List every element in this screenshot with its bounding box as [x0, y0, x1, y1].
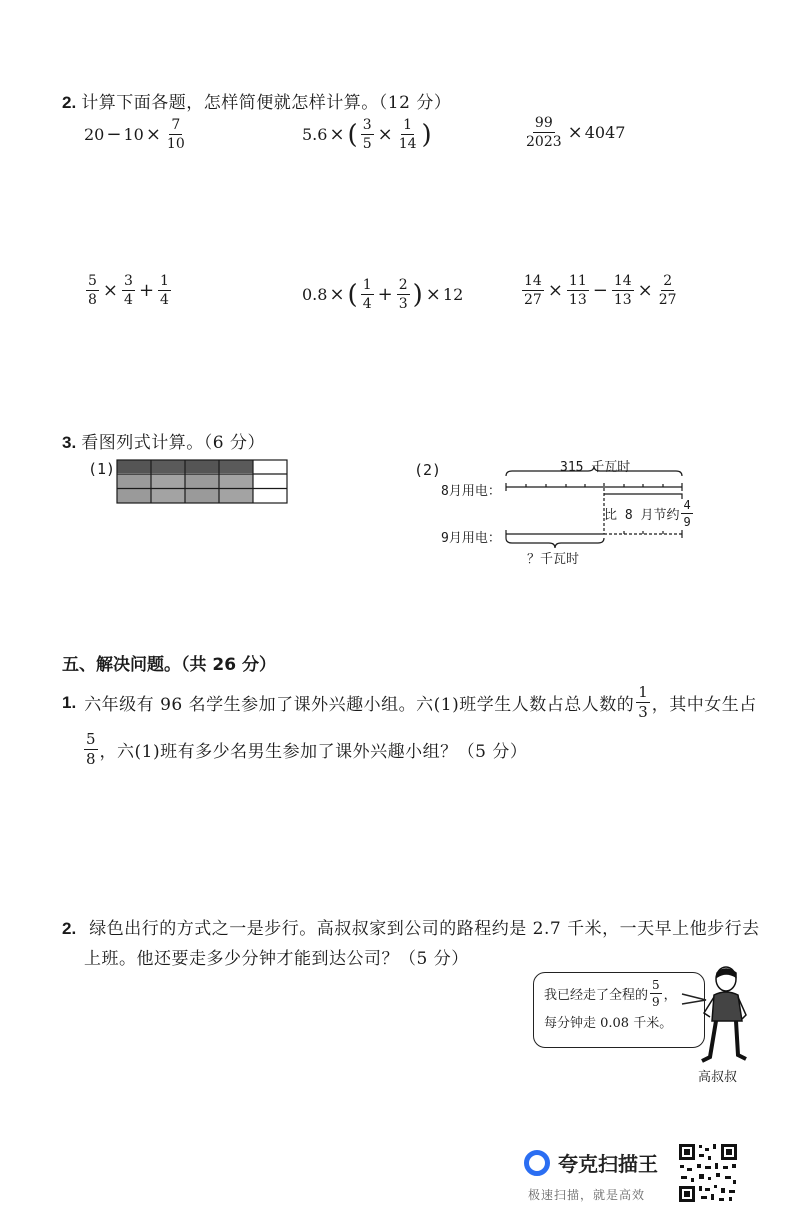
- expression-2: [302, 118, 433, 151]
- paren: ): [421, 119, 432, 150]
- fraction-grid-figure: [116, 459, 288, 504]
- scanner-watermark: [524, 1148, 658, 1177]
- person-label: 高叔叔: [698, 1070, 738, 1085]
- operator: −: [592, 280, 608, 301]
- operator: ×: [547, 280, 563, 301]
- expression-3: [522, 116, 625, 149]
- problem-1-line-2: [82, 732, 527, 767]
- fraction: $\frac{11}{13}$: [568, 273, 587, 308]
- term: 5.6: [302, 125, 328, 144]
- fraction: $\frac{1}{3}$: [638, 683, 648, 721]
- fraction: $\frac{5}{8}$: [88, 273, 97, 308]
- fraction: $\frac{14}{13}$: [613, 273, 632, 308]
- question-number: 2.: [62, 919, 77, 938]
- question-3: [62, 428, 265, 453]
- part-2-label: (2): [414, 461, 442, 479]
- question-text: ，六(1)班有多少名男生参加了课外兴趣小组？（5 分）: [99, 742, 528, 762]
- electricity-line-diagram: [500, 462, 690, 550]
- save-text: 比 8 月节约: [604, 508, 680, 523]
- august-label: 8月用电：: [441, 484, 501, 499]
- operator: +: [377, 284, 393, 305]
- fraction: $\frac{14}{27}$: [524, 273, 542, 308]
- paren: ): [412, 279, 423, 310]
- operator: ×: [377, 124, 393, 145]
- brand-logo-icon: [524, 1150, 550, 1176]
- operator: +: [138, 280, 155, 301]
- operator: ×: [329, 284, 345, 305]
- expression-4: [84, 274, 173, 307]
- question-text: 六年级有 96 名学生参加了课外兴趣小组。六(1)班学生人数占总人数的: [84, 695, 635, 715]
- bubble-line-1: 我已经走了全程的 $\frac{5}{9}$ ，: [544, 978, 677, 1009]
- fraction: $\frac{4}{9}$: [683, 498, 691, 529]
- problem-2-line-2: 上班。他还要走多少分钟才能到达公司？（5 分）: [84, 949, 469, 969]
- fraction: $\frac{3}{4}$: [124, 273, 133, 308]
- operator: ×: [637, 280, 653, 301]
- qr-code-icon: [677, 1142, 739, 1204]
- term: 12: [442, 285, 464, 304]
- term: 4047: [584, 123, 626, 142]
- paren: (: [347, 119, 358, 150]
- expression-1: [84, 118, 189, 151]
- expression-5: [302, 278, 463, 311]
- paren: (: [347, 279, 358, 310]
- fraction: $\frac{1}{4}$: [160, 273, 169, 308]
- fraction: $\frac{3}{5}$: [362, 117, 372, 152]
- fraction: $\frac{1}{4}$: [362, 277, 372, 312]
- question-number: 2.: [62, 93, 77, 112]
- bubble-line-2: 每分钟走 0.08 千米。: [544, 1016, 673, 1031]
- operator: ×: [567, 122, 583, 143]
- question-text: 绿色出行的方式之一是步行。高叔叔家到公司的路程约是 2.7 千米，一天早上他步行去: [89, 919, 760, 939]
- term: 10: [123, 125, 144, 144]
- question-number: 3.: [62, 433, 77, 452]
- fraction: $\frac{2}{3}$: [398, 277, 408, 312]
- unknown-label: ？千瓦时: [527, 552, 580, 567]
- september-label: 9月用电：: [441, 531, 501, 546]
- brand-name: 夸克扫描王: [558, 1152, 658, 1176]
- fraction: $\frac{99}{2023}$: [526, 115, 562, 150]
- question-text: 计算下面各题，怎样简便就怎样计算。（12 分）: [81, 93, 452, 113]
- question-text: 看图列式计算。（6 分）: [81, 433, 266, 453]
- fraction: $\frac{2}{27}$: [658, 273, 677, 308]
- speech-bubble: [533, 972, 705, 1048]
- operator: ×: [145, 124, 161, 145]
- term: 0.8: [302, 285, 328, 304]
- operator: ×: [102, 280, 119, 301]
- question-text: ，其中女生占: [651, 695, 757, 715]
- fraction: $\frac{1}{14}$: [398, 117, 417, 152]
- question-number: 1.: [62, 692, 77, 712]
- problem-2: [62, 914, 760, 939]
- operator: ×: [425, 284, 441, 305]
- part-1-label: (1): [88, 460, 116, 478]
- section-5-heading: 五、解决问题。（共 26 分）: [62, 655, 276, 675]
- fraction: $\frac{7}{10}$: [166, 117, 185, 152]
- walking-man-illustration: [690, 965, 754, 1065]
- brand-slogan: 极速扫描，就是高效: [528, 1188, 646, 1202]
- fraction: $\frac{5}{9}$: [652, 978, 660, 1009]
- problem-1-line-1: [62, 685, 757, 720]
- operator: −: [106, 124, 122, 145]
- term: 20: [84, 125, 105, 144]
- question-2: [62, 88, 451, 113]
- expression-6: [520, 274, 681, 307]
- total-label: 315 千瓦时: [560, 460, 631, 475]
- fraction: $\frac{5}{8}$: [86, 730, 96, 768]
- operator: ×: [329, 124, 345, 145]
